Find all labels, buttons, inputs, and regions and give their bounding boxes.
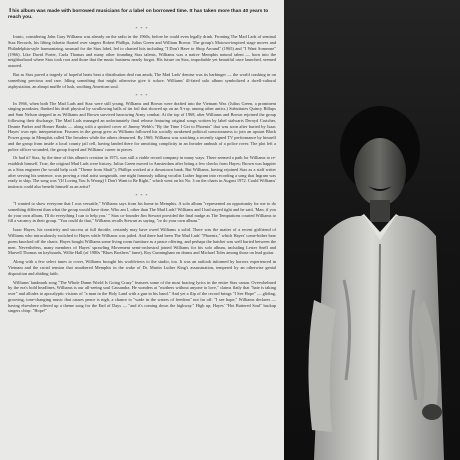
body-paragraph: Or had it? Stax, by the time of this album's creation in 1973, was still a viable record company in many ways. There seemed a path for Williams to re-establish himself. True, the original Mad Lads were history. Julius Green moved to Amsterdam after biting a few checks from Hayes; Brown was happier as a Stax engineer (he would help craft "Theme from Shaft"); Phillips worked at a downtown bank. But Williams, having rejoined Stax as a staff writer after serving his sentence, was proving a vital artist songsmith, one night famously talking vocalist Luther Ingram into recording a song that Ingram was ready to skip. The song was "(If Loving You Is Wrong) I Don't Want to Be Right," which went on hit No. 3 on the charts in August 1972. Could Williams' instincts could also benefit himself as an artist? xyxy=(8,155,276,190)
body-paragraph: In 1966, when both The Mad Lads and Stax were still young, Williams and Brown were drafted into the Vietnam War. (Julius Green, a prominent singing prankster, flunked his draft physical by swallowing balls of tin foil that showed up on an X-ray, among other antics.) Substitutes Quincy Billups and Sam Nelson stepped in as Williams and Brown survived harrowing Army combat. At the top of 1968, after Williams and Brown rejoined the group following their discharge, The Mad Lads managed an unfortunately final release featuring original songs written by label stalwarts Deroyd Crutcher, Deanie Parker and Homer Banks — along with a spirited cover of Jimmy Webb's "By the Time I Get to Phoenix" that was soon after buried by Isaac Hayes' own epic interpretation. Fissures in the group grew as Williams followed his socially awakened political consciousness to join an upstart Black Power group in Memphis called The Invaders while the others demurred. By 1969, Williams was watching a recently signed TV performance by himself and the group from inside a local county jail cell, having landed there for unwitting complicity in an Invader ambush of a police rover. The plot left a police officer wounded, the group frayed and Williams' career in pieces. xyxy=(8,100,276,152)
body-paragraph: But as Stax paved a tragedy of hopeful beats beat a distribution deal run amok, The Mad Lads' demise was its harbinger — the world crashing in on something precious and rare. Idling something that might otherwise give it solace. Williams' ill-fated solo album symbolized a dwell-cultural asphyxiation, an abrupt muffle of lush, soothing American soul. xyxy=(8,72,276,89)
section-divider: * * * xyxy=(135,193,149,199)
section-divider: * * * xyxy=(135,26,149,32)
section-divider: * * * xyxy=(135,92,149,98)
portrait-photo xyxy=(284,0,460,460)
lead-paragraph xyxy=(8,8,276,21)
lead-text: his album was made with borrowed musicians for a label on borrowed time. It has taken more than 40 years to reach you. xyxy=(8,9,269,21)
body-paragraph: "I wanted to show everyone that I was versatile," Williams says from his home in Memphis. A solo album "represented an opportunity for me to do something different than what the group would have done. Who am I, other than The Mad Lads? Williams and I had stayed tight and he said, 'Man, if you do your own album, I'll do everything I can to help you.' " Stax co-founder Jim Stewart provided the final nudge as The Temptations courted Williams to fill a vacancy in their group. "You could do that," Williams recalls Stewart as saying, "or do your own album." xyxy=(8,201,276,224)
lead-drop-cap: T xyxy=(8,8,13,14)
body-paragraph: Isaac Hayes, his creativity and success at full throttle, certainly may have owed Williams a solid. There was the matter of a recent girlfriend of Williams who miraculously switched to Hayes while Williams was jailed. And there had been The Mad Lads' "Phoenix," which Hayes' come-hither bear poem knocked off the charts. Hayes bought Williams some living room furniture as a peace offering, and perhaps the hatchet was well buried between the men. Nevertheless, many members of Hayes' sprawling Movement semi-orchestral joined Williams for his solo album, including Lester Snell and Marvell Thomas on keyboards, Willie Hall (of 1980s "Blues Brothers" fame), Roy Cunningham on drums and Michael Toles among those on lead guitar. xyxy=(8,227,276,256)
article-column xyxy=(8,8,276,456)
body-paragraph: Along with a few select tunes to cover, Williams brought his worldviews to the studio, too. It was an outlook informed by horrors experienced in Vietnam and the racial tension that smothered Memphis in the wake of Dr. Martin Luther King's assassination, tempered by an otherwise genial disposition and abiding faith. xyxy=(8,259,276,276)
body-paragraph: Williams' landmark song "The Whole Damn World Is Going Crazy" features some of the most bracing lyrics in the entire Stax canon. Overwhelmed by the era's bold headlines, Williams is our all-seeing soul Cassandra. He wonders at "mothers without anyone to love," claims flatly that "hate is taking over" and alludes to apocalyptic visions of "a man in the Holy Land with a gun in his hand." And yet a flip of the record brings "I See Hope" — gliding, grooving, tone-changing music that causes peace is nigh, a chance to "wade in the waters of freedom" not far off. "I see hope," Williams declares — having elsewhere offered up a theme song for the End of Days — "and it's coming down the highway." High up, Hayes' "Hot Buttered Soul" backup singers chirp: "Hope!" xyxy=(8,279,276,314)
portrait-figure xyxy=(284,0,460,460)
body-paragraph: Ironic, considering John Gary Williams was already on the radio in the 1960s, before he could even legally drink. Fronting The Mad Lads of seminal Stax Records, his lilting falsetto floated over singers Robert Phillips, Julius Green and William Brown. The group's Motown-inspired stage moves and Philadelphia-style harmonizing, unusual for the Stax label, led to charted hits including "I Don't Have to Shop Around" (1965) and "I Want Someone" (1966). Like David Porter, Carla Thomas and many other founding Stax talents, Williams was a native Memphis natural talent — born into the neighborhood where Stax took root and those that the music business nearly forgot. His future on Stax, improbable yet beautiful once launched, seemed assured. xyxy=(8,34,276,69)
